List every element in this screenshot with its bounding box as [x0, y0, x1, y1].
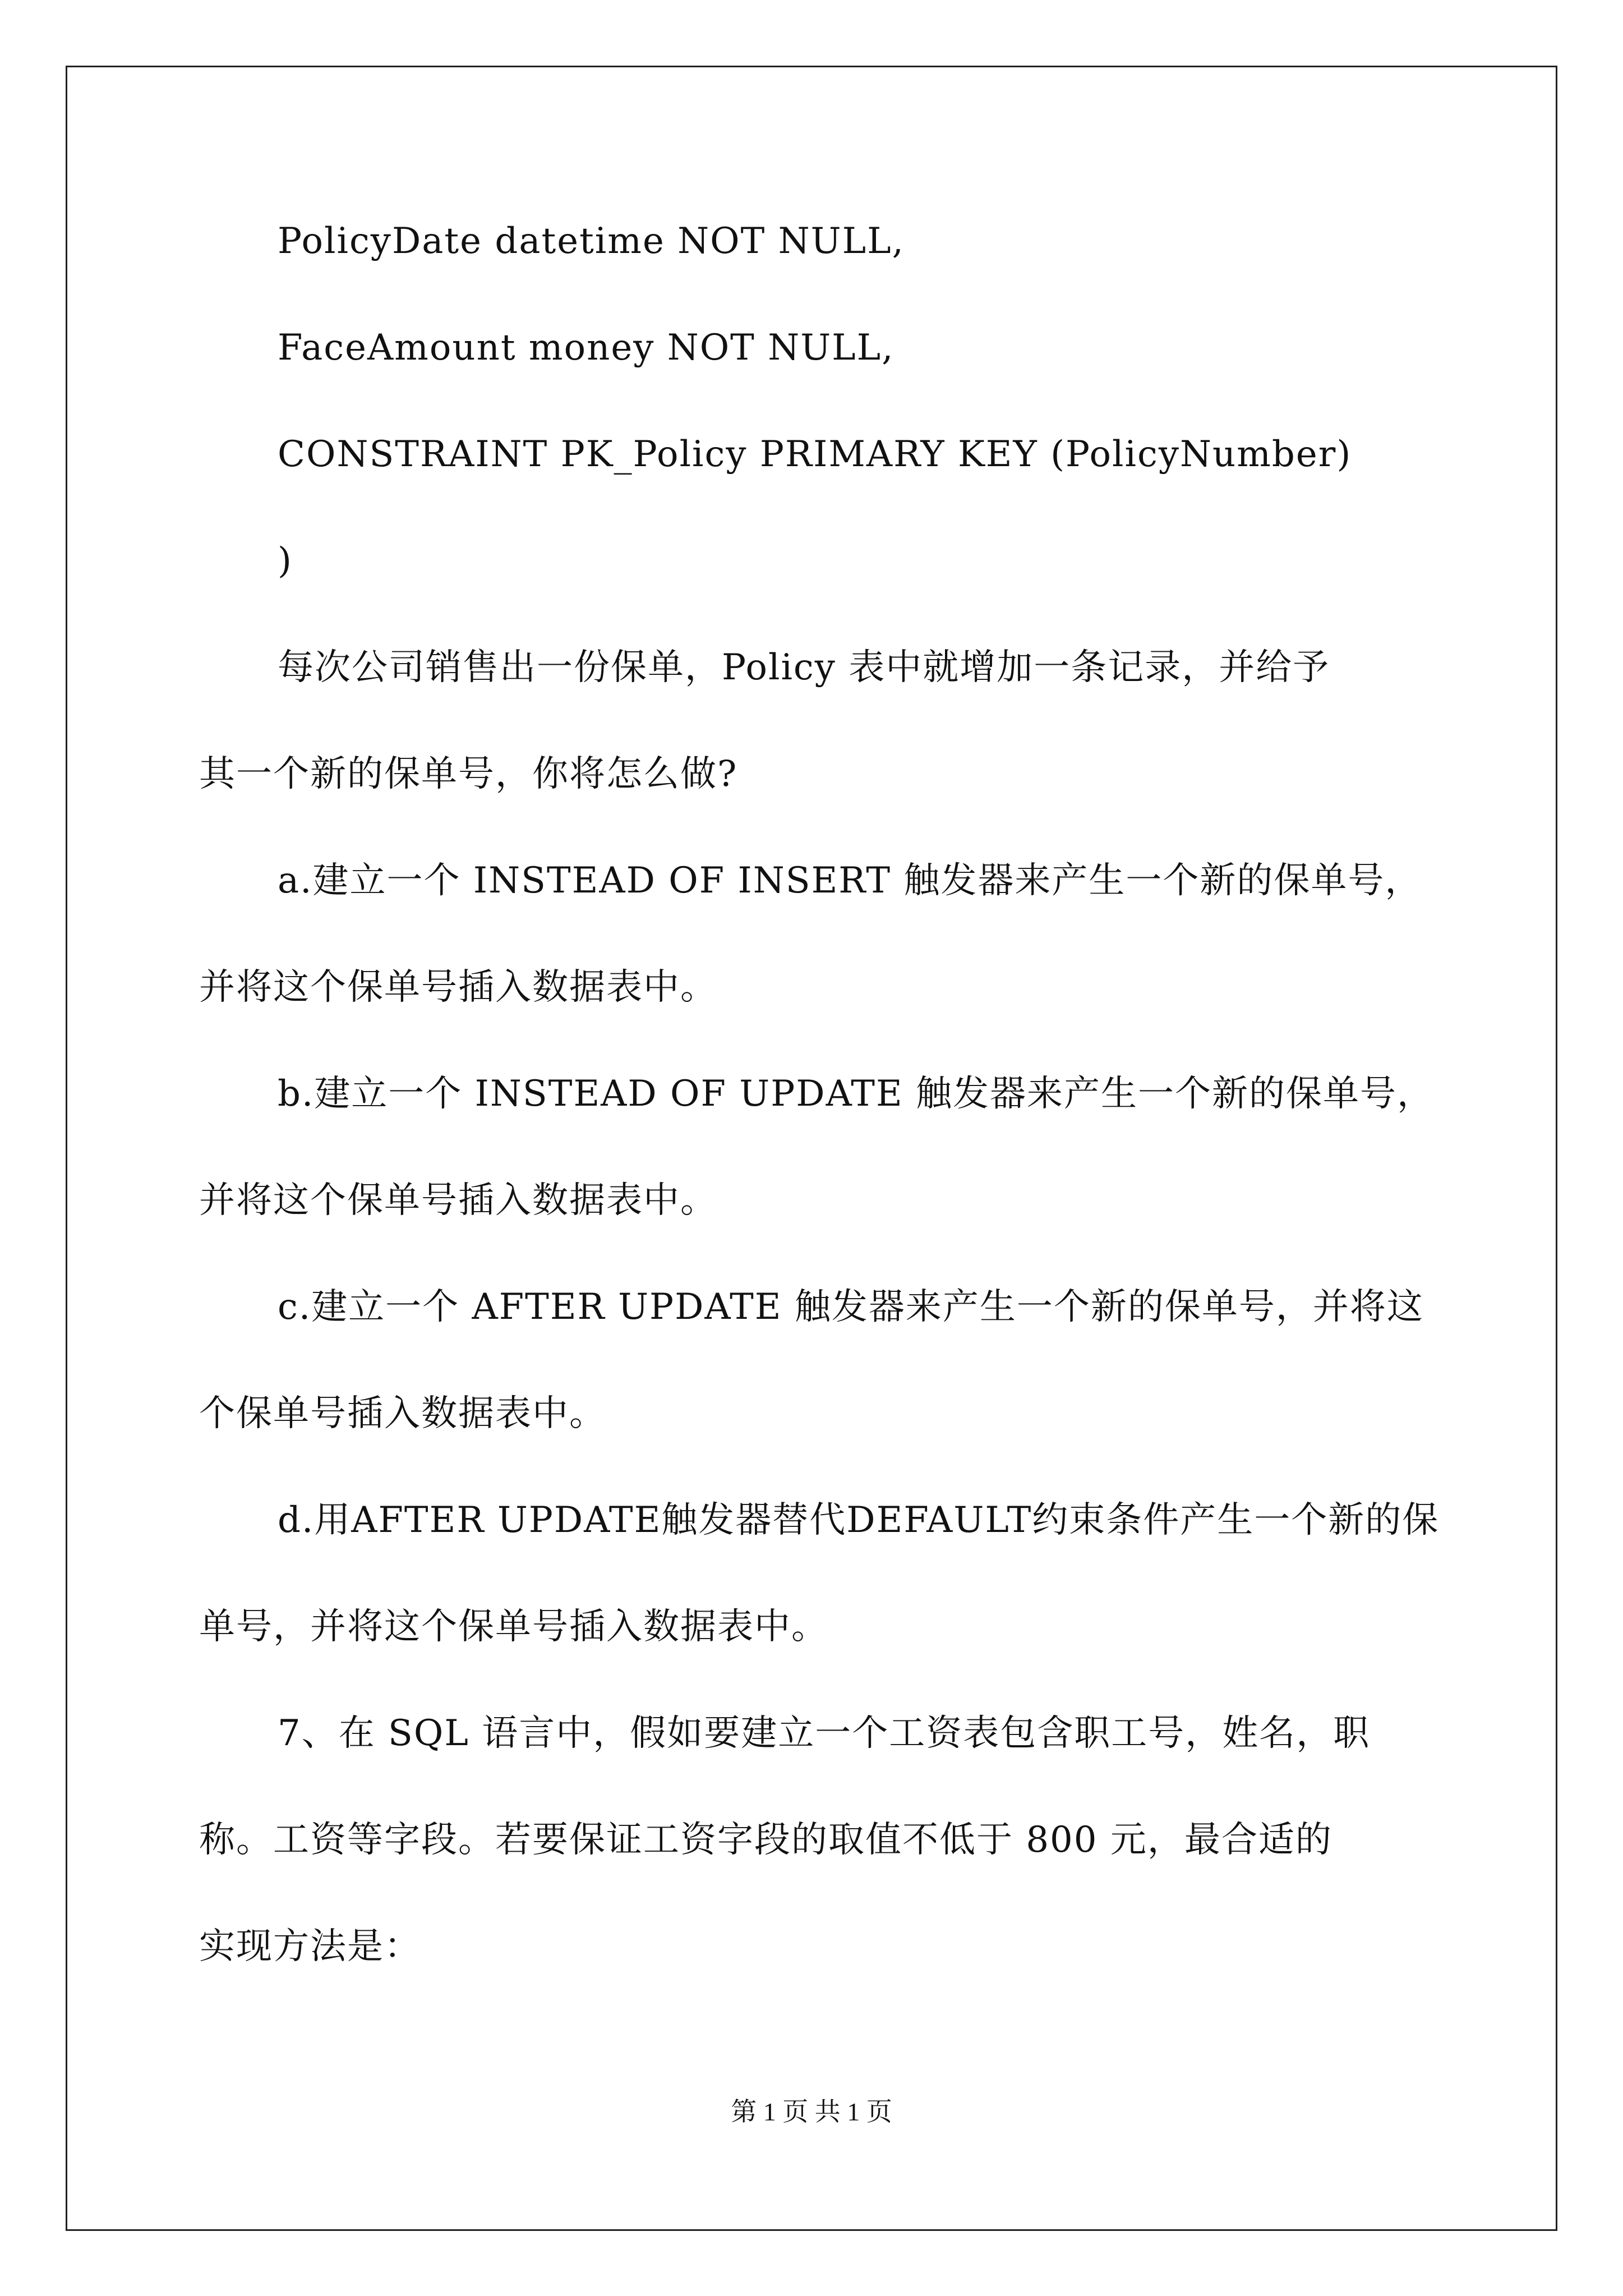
- option-d-line-1: d.用AFTER UPDATE触发器替代DEFAULT约束条件产生一个新的保: [278, 1499, 1440, 1541]
- code-line-constraint: CONSTRAINT PK_Policy PRIMARY KEY (PolicyNumber): [278, 434, 1352, 475]
- page-border: [66, 66, 1557, 2231]
- question-7-line-3: 实现方法是：: [199, 1926, 421, 1967]
- option-b-line-1: b.建立一个 INSTEAD OF UPDATE 触发器来产生一个新的保单号，: [278, 1073, 1435, 1115]
- option-b-line-2: 并将这个保单号插入数据表中。: [199, 1180, 717, 1221]
- option-a-line-1: a.建立一个 INSTEAD OF INSERT 触发器来产生一个新的保单号，: [278, 860, 1422, 901]
- option-a-line-2: 并将这个保单号插入数据表中。: [199, 967, 717, 1008]
- question-7-line-1: 7、在 SQL 语言中，假如要建立一个工资表包含职工号，姓名，职: [278, 1713, 1371, 1754]
- option-c-line-1: c.建立一个 AFTER UPDATE 触发器来产生一个新的保单号，并将这: [278, 1286, 1424, 1328]
- page-footer: 第 1 页 共 1 页: [731, 2097, 892, 2126]
- code-line-faceamount: FaceAmount money NOT NULL,: [278, 327, 895, 369]
- option-c-line-2: 个保单号插入数据表中。: [199, 1393, 606, 1434]
- question-text-line-1: 每次公司销售出一份保单，Policy 表中就增加一条记录，并给予: [278, 647, 1330, 688]
- code-line-close-paren: ): [278, 540, 293, 582]
- code-line-policydate: PolicyDate datetime NOT NULL,: [278, 220, 905, 262]
- question-7-line-2: 称。工资等字段。若要保证工资字段的取值不低于 800 元，最合适的: [199, 1819, 1332, 1861]
- option-d-line-2: 单号，并将这个保单号插入数据表中。: [199, 1606, 828, 1648]
- question-text-line-2: 其一个新的保单号，你将怎么做?: [199, 753, 738, 795]
